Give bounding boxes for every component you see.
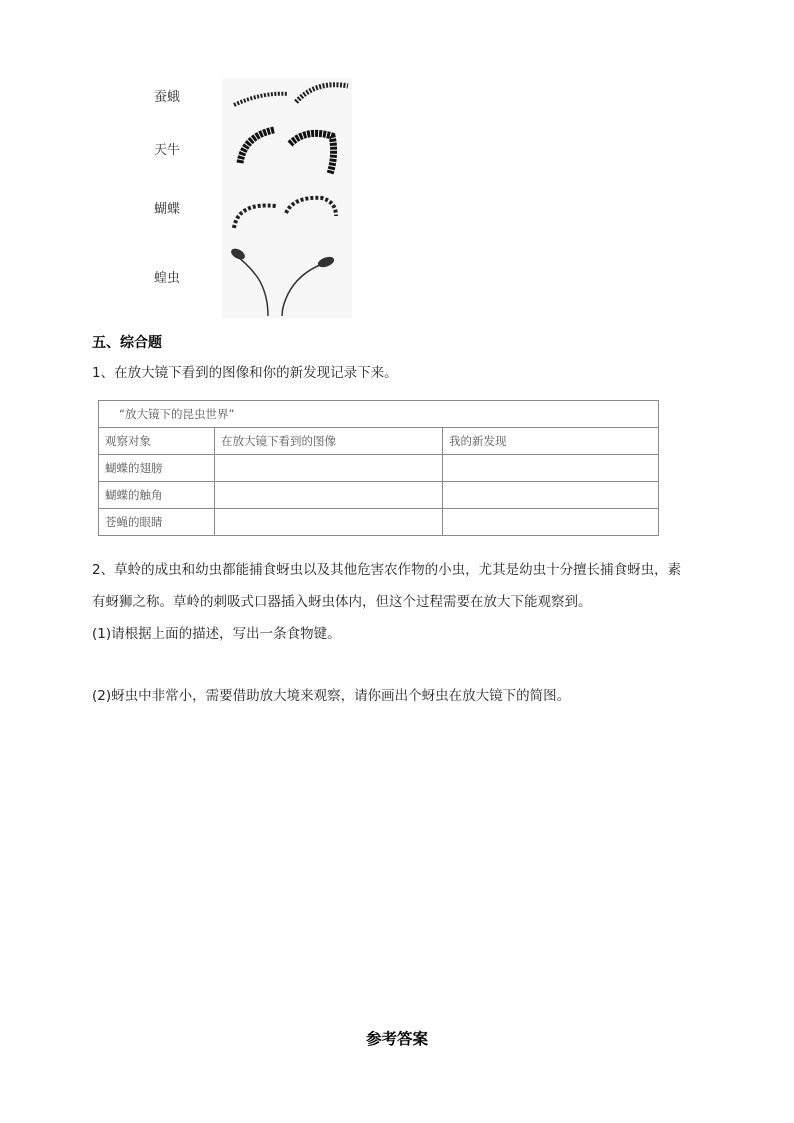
label-longhorn-beetle: 天牛 xyxy=(154,143,181,158)
table-row xyxy=(99,509,659,536)
antenna-figure xyxy=(222,78,352,318)
table-header-cell: 在放大镜下看到的图像 xyxy=(215,428,443,455)
table-cell-blank[interactable] xyxy=(443,455,659,482)
table-header-cell: 我的新发现 xyxy=(443,428,659,455)
table-row xyxy=(99,482,659,509)
answer-title: 参考答案 xyxy=(365,1030,428,1048)
question-2-sub-2: (2)蚜虫中非常小，需要借助放大境来观察，请你画出个蚜虫在放大镜下的简图。 xyxy=(92,688,571,704)
table-cell-blank[interactable] xyxy=(215,509,443,536)
table-caption-row xyxy=(99,401,659,428)
table-cell-blank[interactable] xyxy=(443,482,659,509)
table-cell: 蝴蝶的触角 xyxy=(99,482,215,509)
label-silkmoth: 蚕蛾 xyxy=(154,90,181,105)
question-2-line-1: 2、草蛉的成虫和幼虫都能捕食蚜虫以及其他危害农作物的小虫，尤其是幼虫十分擅长捕食蚜虫，素 xyxy=(92,562,682,578)
table-cell: 蝴蝶的翅膀 xyxy=(99,455,215,482)
table-header-row xyxy=(99,428,659,455)
table-cell-blank[interactable] xyxy=(215,455,443,482)
question-1-prompt: 1、在放大镜下看到的图像和你的新发现记录下来。 xyxy=(92,365,398,381)
table-cell-blank[interactable] xyxy=(443,509,659,536)
table-caption: “放大镜下的昆虫世界” xyxy=(99,401,659,428)
question-2-line-2: 有蚜狮之称。草岭的刺吸式口器插入蚜虫体内，但这个过程需要在放大下能观察到。 xyxy=(92,594,592,610)
label-butterfly: 蝴蝶 xyxy=(154,202,181,217)
question-2-sub-1: (1)请根据上面的描述，写出一条食物键。 xyxy=(92,626,341,642)
observation-table xyxy=(98,400,659,536)
table-cell-blank[interactable] xyxy=(215,482,443,509)
label-locust: 蝗虫 xyxy=(154,271,181,286)
table-row xyxy=(99,455,659,482)
section-heading: 五、综合题 xyxy=(92,335,162,351)
table-header-cell: 观察对象 xyxy=(99,428,215,455)
table-cell: 苍蝇的眼睛 xyxy=(99,509,215,536)
figure-background xyxy=(222,78,352,318)
